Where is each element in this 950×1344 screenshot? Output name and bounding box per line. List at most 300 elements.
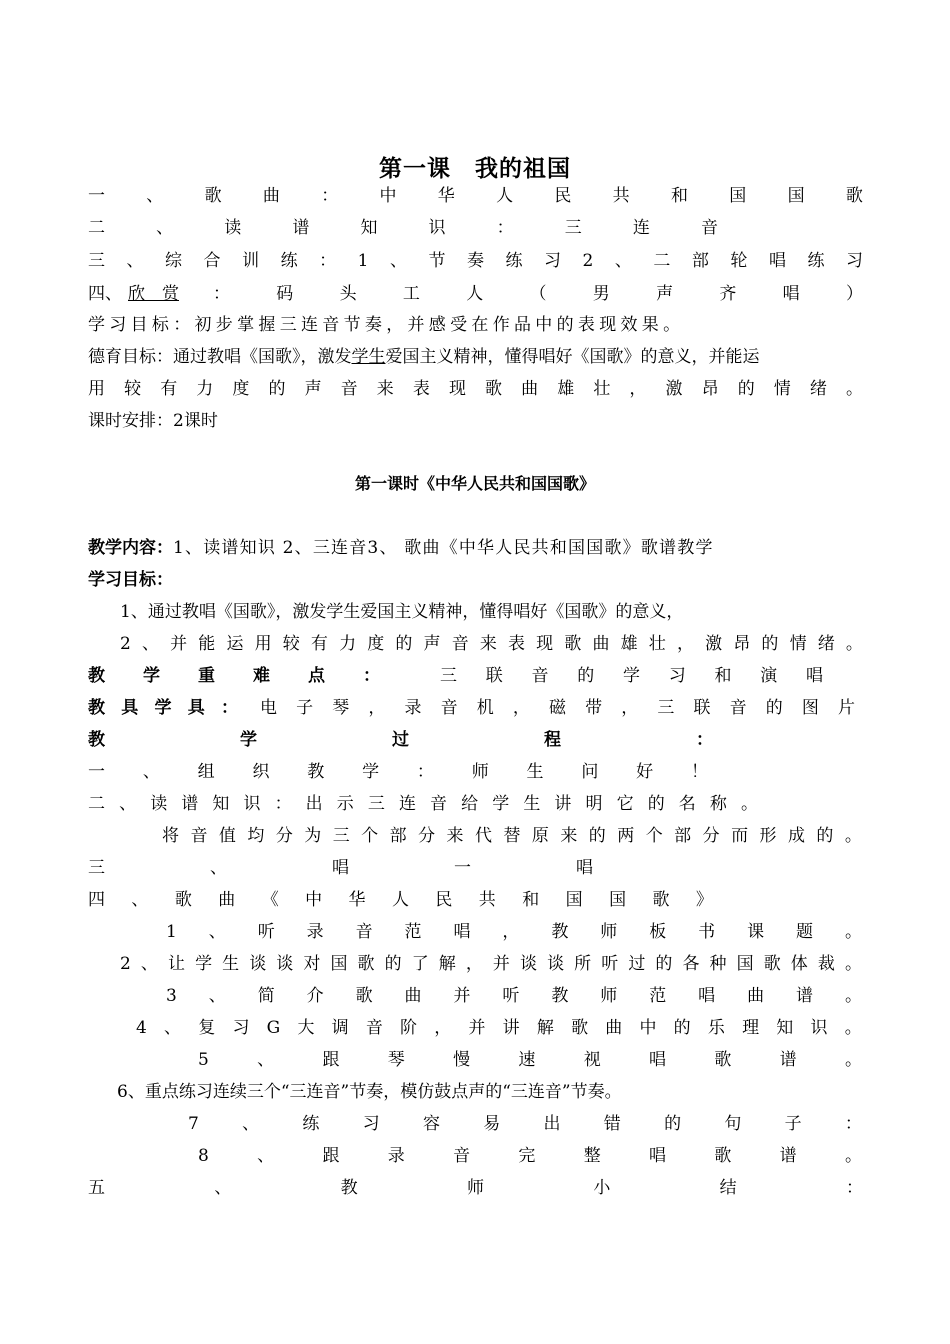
- char: 、: [389, 251, 407, 271]
- char: 歌: [714, 1146, 732, 1166]
- char: 的: [673, 1018, 691, 1038]
- char: 一: [88, 762, 105, 782]
- char: 。: [844, 986, 862, 1006]
- char: 用: [254, 634, 272, 654]
- process-step-4: [88, 888, 713, 914]
- char: 音: [440, 698, 458, 718]
- char: 演: [760, 666, 778, 686]
- char: 组: [197, 762, 215, 782]
- char: 音: [729, 698, 747, 718]
- char: 音: [355, 922, 373, 942]
- char: 、: [614, 251, 632, 271]
- char: 壮: [648, 634, 666, 654]
- char: ，: [368, 698, 386, 718]
- char: 歌: [571, 1018, 589, 1038]
- char: 三: [440, 666, 457, 686]
- char: 人: [496, 186, 514, 206]
- char: 五: [88, 1178, 105, 1198]
- char: 个: [361, 826, 379, 846]
- char: 雄: [620, 634, 638, 654]
- char: 视: [583, 1050, 601, 1070]
- char: 所: [574, 954, 592, 974]
- key-label: [88, 664, 380, 690]
- char: 连: [632, 218, 650, 238]
- char: 歌: [355, 986, 373, 1006]
- char: ：: [416, 762, 434, 782]
- char: 唱: [768, 251, 786, 271]
- char: 二: [653, 251, 671, 271]
- students-link[interactable]: 学生: [351, 347, 386, 367]
- char: 磁: [549, 698, 566, 718]
- process-step-1: [88, 760, 708, 786]
- char: 音: [451, 634, 469, 654]
- char: 昂: [733, 634, 751, 654]
- char: 听: [601, 954, 619, 974]
- process-step-2: [88, 792, 758, 818]
- char: 联: [693, 698, 711, 718]
- char: ：: [213, 284, 230, 304]
- char: 。: [844, 922, 862, 942]
- char: 奏: [466, 251, 484, 271]
- char: 知: [212, 794, 230, 814]
- char: 合: [203, 251, 221, 271]
- char: 歌: [485, 379, 503, 399]
- char: 音: [700, 218, 718, 238]
- char: 较: [124, 379, 142, 399]
- char: 2: [582, 251, 594, 271]
- char: ：: [274, 794, 292, 814]
- char: 识: [428, 218, 446, 238]
- char: ：: [844, 1114, 862, 1134]
- char: 三: [367, 794, 385, 814]
- char: 教: [551, 922, 569, 942]
- char: 华: [348, 890, 366, 910]
- char: 子: [784, 1114, 802, 1134]
- char: 练: [302, 1114, 320, 1134]
- char: 、: [208, 986, 226, 1006]
- char: 示: [336, 794, 354, 814]
- char: （: [529, 284, 547, 304]
- char: 情: [789, 634, 807, 654]
- char: 讲: [502, 1018, 520, 1038]
- tools: [88, 696, 863, 722]
- char: 1: [357, 251, 369, 271]
- char: 节: [428, 251, 446, 271]
- char: 形: [759, 826, 777, 846]
- char: 绪: [817, 634, 835, 654]
- char: 的: [588, 826, 606, 846]
- char: 有: [310, 634, 328, 654]
- char: 让: [167, 954, 185, 974]
- char: 录: [404, 698, 422, 718]
- char: 并: [453, 986, 471, 1006]
- char: 曲: [404, 986, 422, 1006]
- char: 它: [616, 794, 634, 814]
- char: 、: [119, 794, 137, 814]
- char: 谈: [520, 954, 537, 974]
- char: 、: [210, 858, 227, 878]
- char: 三: [88, 251, 105, 271]
- char: 教: [88, 666, 105, 686]
- char: 知: [360, 218, 378, 238]
- char: 音: [430, 794, 448, 814]
- char: 、: [242, 1114, 260, 1134]
- char: 曲: [521, 379, 539, 399]
- char: 、: [214, 1178, 232, 1198]
- char: 教: [88, 698, 105, 718]
- char: 4: [136, 1018, 147, 1038]
- char: 歌: [714, 1050, 732, 1070]
- char: 了: [411, 954, 429, 974]
- char: 跟: [322, 1146, 340, 1166]
- content-line: [88, 536, 863, 562]
- char: 音: [340, 379, 358, 399]
- char: 两: [617, 826, 635, 846]
- moral-goal-line-2: [88, 377, 863, 403]
- char: 的: [664, 1114, 682, 1134]
- char: 琴: [332, 698, 350, 718]
- char: 用: [88, 379, 105, 399]
- char: 三: [564, 218, 582, 238]
- char: 句: [724, 1114, 742, 1134]
- char: 生: [526, 762, 544, 782]
- char: ，: [621, 698, 639, 718]
- char: 生: [523, 794, 541, 814]
- char: 听: [502, 986, 520, 1006]
- char: ，: [629, 379, 647, 399]
- char: 力: [196, 379, 214, 399]
- char: 学: [154, 698, 172, 718]
- char: 原: [531, 826, 549, 846]
- char: 连: [398, 794, 416, 814]
- char: 激: [705, 634, 723, 654]
- char: 歌: [204, 186, 222, 206]
- char: 的: [268, 379, 286, 399]
- char: 师: [466, 1178, 484, 1198]
- char: 分: [418, 826, 436, 846]
- char: 教: [307, 762, 325, 782]
- char: 5: [198, 1050, 209, 1070]
- char: 。: [844, 1050, 862, 1070]
- char: 琴: [387, 1050, 405, 1070]
- char: 织: [252, 762, 270, 782]
- char: 分: [275, 826, 293, 846]
- char: 国: [729, 186, 747, 206]
- char: 歌: [357, 954, 375, 974]
- char: 齐: [719, 284, 737, 304]
- tools-label: [88, 696, 238, 722]
- char: 部: [389, 826, 407, 846]
- char: 民: [554, 186, 572, 206]
- char: 出: [305, 794, 323, 814]
- char: 、: [142, 762, 160, 782]
- char: 声: [304, 379, 322, 399]
- char: 教: [88, 730, 105, 750]
- char: 8: [198, 1146, 209, 1166]
- char: 力: [339, 634, 357, 654]
- char: 识: [243, 794, 261, 814]
- char: 乐: [707, 1018, 725, 1038]
- char: 共: [478, 890, 496, 910]
- schedule: 课时安排：2课时: [88, 411, 218, 431]
- char: 和: [670, 186, 688, 206]
- song-step-3: [166, 984, 862, 1010]
- learning-goal: 学习目标：初步掌握三连音节奏，并感受在作品中的表现效果。: [88, 315, 685, 335]
- char: 给: [461, 794, 479, 814]
- char: 的: [655, 954, 673, 974]
- char: 重: [198, 666, 215, 686]
- char: 范: [649, 986, 667, 1006]
- process-step-2-desc: [162, 824, 862, 850]
- char: ）: [845, 284, 863, 304]
- char: ，: [434, 1018, 452, 1038]
- char: 歌: [652, 890, 670, 910]
- char: 较: [282, 634, 300, 654]
- char: 读: [150, 794, 168, 814]
- char: 、: [141, 634, 159, 654]
- char: 师: [471, 762, 489, 782]
- char: 并: [468, 1018, 486, 1038]
- char: 习: [232, 1018, 250, 1038]
- char: 完: [518, 1146, 536, 1166]
- char: 简: [257, 986, 275, 1006]
- char: 各: [682, 954, 700, 974]
- char: 来: [376, 379, 394, 399]
- char: 介: [306, 986, 324, 1006]
- char: 男: [592, 284, 610, 304]
- char: 板: [649, 922, 667, 942]
- overview-line-3: [88, 249, 863, 275]
- char: ，: [465, 954, 483, 974]
- char: 学: [195, 954, 213, 974]
- char: 谈: [249, 954, 267, 974]
- char: 、: [146, 186, 164, 206]
- char: 唱: [332, 858, 349, 878]
- char: 练: [505, 251, 523, 271]
- char: 习: [845, 251, 863, 271]
- char: 音: [531, 666, 549, 686]
- char: 唱: [782, 284, 800, 304]
- process-heading: [88, 728, 713, 754]
- char: 教: [340, 1178, 358, 1198]
- char: 综: [165, 251, 183, 271]
- char: 的: [577, 666, 595, 686]
- char: 国: [330, 954, 348, 974]
- char: ：: [496, 218, 514, 238]
- char: 错: [603, 1114, 621, 1134]
- char: 易: [483, 1114, 501, 1134]
- char: 题: [796, 922, 814, 942]
- char: 工: [402, 284, 420, 304]
- goal-1: 1、通过教唱《国歌》，激发学生爱国主义精神，懂得唱好《国歌》的意义，: [120, 602, 684, 622]
- char: 曲: [592, 634, 610, 654]
- char: 习: [362, 1114, 380, 1134]
- char: 四: [88, 890, 105, 910]
- char: 名: [678, 794, 696, 814]
- char: 3: [166, 986, 177, 1006]
- char: 《: [261, 890, 279, 910]
- char: 码: [276, 284, 294, 304]
- process-step-3: [88, 856, 593, 882]
- char: 分: [702, 826, 720, 846]
- char: 国: [565, 890, 583, 910]
- char: 、: [257, 1050, 275, 1070]
- char: 速: [518, 1050, 536, 1070]
- goals-label: 学习目标：: [88, 570, 173, 590]
- char: 民: [435, 890, 453, 910]
- char: ，: [512, 698, 530, 718]
- char: ，: [676, 634, 694, 654]
- char: ：: [319, 251, 337, 271]
- char: 慢: [453, 1050, 471, 1070]
- char: 、: [208, 922, 226, 942]
- char: 和: [522, 890, 540, 910]
- char: 训: [242, 251, 260, 271]
- char: 个: [645, 826, 663, 846]
- char: 称: [709, 794, 727, 814]
- char: 的: [737, 379, 755, 399]
- char: 大: [297, 1018, 315, 1038]
- char: 图: [801, 698, 819, 718]
- char: 书: [698, 922, 716, 942]
- char: 的: [647, 794, 665, 814]
- char: 曲: [262, 186, 280, 206]
- char: 轮: [730, 251, 748, 271]
- char: 共: [612, 186, 630, 206]
- char: 谈: [547, 954, 565, 974]
- char: 、: [156, 218, 174, 238]
- char: 三: [657, 698, 675, 718]
- char: 学: [623, 666, 640, 686]
- song-step-6: 6、重点练习连续三个“三连音”节奏，模仿鼓点声的“三连音”节奏。: [117, 1082, 622, 1102]
- char: ，: [502, 922, 520, 942]
- song-step-7: [188, 1112, 862, 1138]
- char: 头: [339, 284, 357, 304]
- tools-text: [238, 696, 863, 722]
- char: 习: [544, 251, 562, 271]
- l4-prefix-2: 、: [105, 284, 122, 304]
- char: 声: [656, 284, 674, 304]
- char: 一: [88, 186, 105, 206]
- char: 曲: [218, 890, 236, 910]
- char: 华: [437, 186, 455, 206]
- char: 裁: [817, 954, 835, 974]
- char: 1: [166, 922, 177, 942]
- char: 代: [474, 826, 492, 846]
- char: 。: [845, 379, 863, 399]
- char: 过: [628, 954, 646, 974]
- char: 整: [583, 1146, 601, 1166]
- char: 联: [485, 666, 503, 686]
- char: ！: [690, 762, 708, 782]
- char: 结: [719, 1178, 737, 1198]
- char: 程: [544, 730, 561, 750]
- char: 机: [476, 698, 494, 718]
- song-step-4: [136, 1016, 862, 1042]
- char: 唱: [698, 986, 716, 1006]
- char: 。: [845, 634, 863, 654]
- char: 的: [765, 698, 783, 718]
- char: 歌: [564, 634, 582, 654]
- char: 均: [247, 826, 265, 846]
- char: 过: [392, 730, 409, 750]
- char: 、: [257, 1146, 275, 1166]
- char: 子: [296, 698, 314, 718]
- char: 出: [543, 1114, 561, 1134]
- l4-rest: [207, 282, 863, 308]
- char: 。: [844, 1018, 862, 1038]
- appreciation-link[interactable]: 欣 赏: [128, 284, 179, 304]
- char: 、: [131, 890, 149, 910]
- char: 种: [709, 954, 727, 974]
- overview-line-1: [88, 184, 863, 210]
- char: 二: [88, 794, 105, 814]
- page-title: 第一课 我的祖国: [379, 155, 571, 182]
- char: 三: [88, 858, 105, 878]
- char: 学: [240, 730, 257, 750]
- char: 和: [714, 666, 732, 686]
- content-text: 1、读谱知识 2、三连音3、 歌曲《中华人民共和国国歌》歌谱教学: [173, 538, 714, 558]
- char: 对: [303, 954, 321, 974]
- char: 》: [695, 890, 713, 910]
- char: 音: [190, 826, 208, 846]
- char: 唱: [649, 1050, 667, 1070]
- char: 。: [844, 954, 862, 974]
- char: 情: [773, 379, 791, 399]
- char: 谱: [779, 1146, 797, 1166]
- char: 绪: [809, 379, 827, 399]
- char: 来: [479, 634, 497, 654]
- char: 具: [121, 698, 139, 718]
- char: 听: [257, 922, 275, 942]
- char: 壮: [593, 379, 611, 399]
- char: 的: [395, 634, 413, 654]
- char: 容: [422, 1114, 440, 1134]
- goal-2: [120, 632, 863, 658]
- char: 有: [160, 379, 178, 399]
- char: 2: [120, 954, 131, 974]
- char: 曲: [747, 986, 765, 1006]
- char: 表: [412, 379, 430, 399]
- char: 曲: [605, 1018, 623, 1038]
- char: 调: [331, 1018, 349, 1038]
- key-text: [380, 664, 863, 690]
- char: 值: [218, 826, 236, 846]
- char: 的: [761, 634, 779, 654]
- char: 将: [162, 826, 179, 846]
- char: 教: [551, 986, 569, 1006]
- char: 歌: [174, 890, 192, 910]
- char: 唱: [576, 858, 593, 878]
- char: 生: [222, 954, 240, 974]
- song-step-1: [166, 920, 862, 946]
- char: 阶: [400, 1018, 418, 1038]
- char: 来: [446, 826, 464, 846]
- char: 解: [438, 954, 456, 974]
- char: 好: [636, 762, 654, 782]
- process-step-5: [88, 1176, 863, 1202]
- char: 点: [308, 666, 325, 686]
- char: 现: [536, 634, 554, 654]
- char: 歌: [763, 954, 781, 974]
- overview-line-2: [88, 216, 718, 242]
- moral-goal-line-1: [88, 345, 863, 371]
- char: 。: [844, 826, 862, 846]
- char: 课: [747, 922, 765, 942]
- char: 中: [639, 1018, 657, 1038]
- char: 替: [503, 826, 521, 846]
- char: 一: [454, 858, 471, 878]
